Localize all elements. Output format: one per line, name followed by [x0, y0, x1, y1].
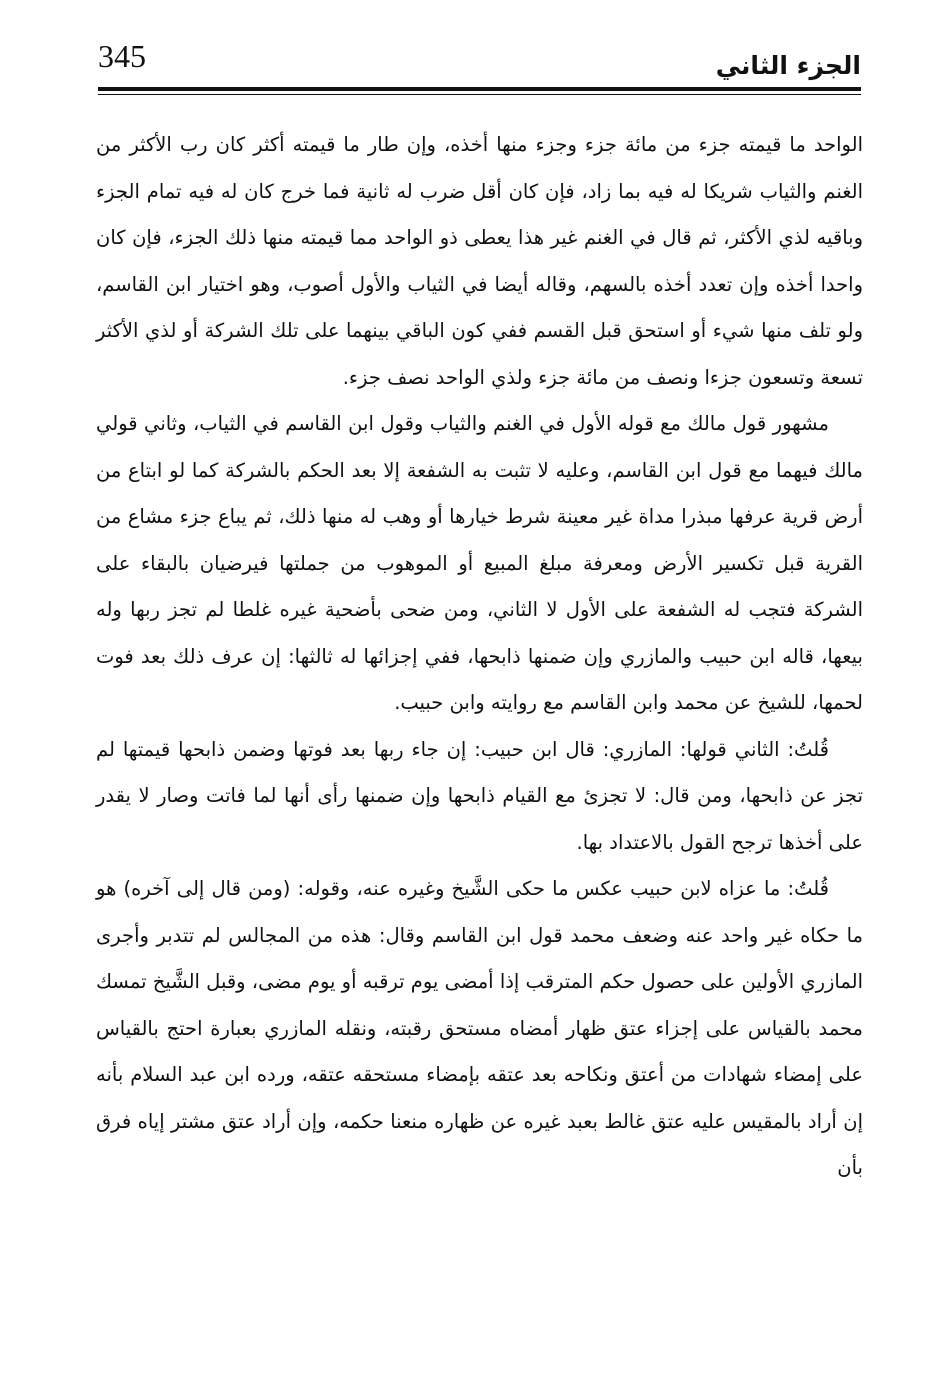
paragraph-3: قُلتُ: الثاني قولها: المازري: قال ابن حبيب: إن جاء ربها بعد فوتها وضمن ذابحها قيمتها لم تجز عن ذابحها، ومن قال: لا تجزئ مع القيام ذابحها وإن ضمنها رأى أنها لما فاتت وصار لا يقدر على أخذها ترجح القول بالاعتداد بها.	[96, 737, 863, 854]
paragraph-2: مشهور قول مالك مع قوله الأول في الغنم والثياب وقول ابن القاسم في الثياب، وثاني قولي مالك فيهما مع قول ابن القاسم، وعليه لا تثبت به الشفعة إلا بعد الحكم بالشركة كما لو ابتاع من أرض قرية عرفها مبذرا مداة غير معينة شرط خيارها أو وهب له منها ذلك، ثم يباع جزء مشاع من القرية قبل تكسير الأرض ومعرفة مبلغ المبيع أو الموهوب من جملتها فيرضيان بالبقاء على الشركة فتجب له الشفعة على الأول لا الثاني، ومن ضحى بأضحية غيره غلطا لم تجز ربها وله بيعها، قاله ابن حبيب والمازري وإن ضمنها ذابحها، ففي إجزائها له ثالثها: إن عرف ذلك بعد فوت لحمها، للشيخ عن محمد وابن القاسم مع روايته وابن حبيب.	[96, 412, 863, 714]
paragraph-1: الواحد ما قيمته جزء من مائة جزء وجزء منها أخذه، وإن طار ما قيمته أكثر كان رب الأكثر من الغنم والثياب شريكا له فيه بما زاد، فإن كان أقل ضرب له ثانية فما خرج كان له فيه تمام الجزء وباقيه لذي الأكثر، ثم قال في الغنم غير هذا يعطى ذو الواحد مما قيمته منها ذلك الجزء، فإن كان واحدا أخذه وإن تعدد أخذه بالسهم، وقاله أيضا في الثياب والأول أصوب، وهو اختيار ابن القاسم، ولو تلف منها شيء أو استحق قبل القسم ففي كون الباقي بينهما على تلك الشركة أو لذي الأكثر تسعة وتسعون جزءا ونصف من مائة جزء ولذي الواحد نصف جزء.	[96, 133, 863, 389]
header-rule-thick	[98, 87, 861, 91]
body-text	[96, 122, 863, 1192]
page-number: 345	[98, 38, 146, 74]
header-rule-thin	[98, 94, 861, 95]
running-title: الجزء الثاني	[715, 51, 861, 80]
paragraph-4: قُلتُ: ما عزاه لابن حبيب عكس ما حكى الشَّيخ وغيره عنه، وقوله: (ومن قال إلى آخره) هو ما حكاه غير واحد عنه وضعف محمد قول ابن القاسم وقال: هذه من المجالس لم تتدبر وأجرى المازري الأولين على حصول حكم المترقب إذا أمضى يوم ترقبه أو يوم مضى، وقبل الشَّيخ تمسك محمد بالقياس على إجزاء عتق ظهار أمضاه مستحق رقبته، ونقله المازري بعبارة احتج بالقياس على إمضاء شهادات من أعتق ونكاحه بعد عتقه بإمضاء مستحقه عتقه، ورده ابن عبد السلام بأنه إن أراد بالمقيس عليه عتق غالط بعبد غيره عن ظهاره منعنا حكمه، وإن أراد عتق مشتر إياه فرق بأن	[96, 877, 863, 1179]
